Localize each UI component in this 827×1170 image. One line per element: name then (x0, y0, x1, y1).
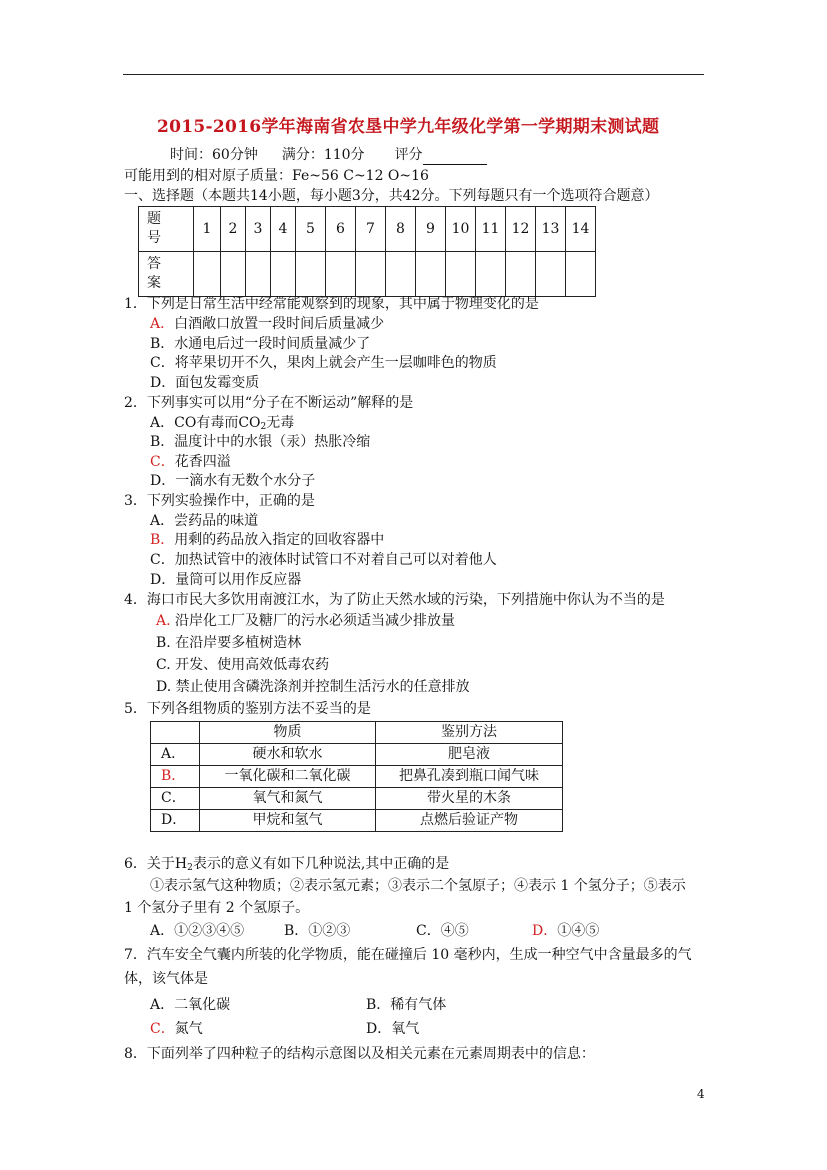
table-row[interactable] (151, 766, 563, 788)
row-letter: B． (151, 766, 200, 788)
answer-cell[interactable] (356, 252, 386, 297)
table-row[interactable] (151, 810, 563, 832)
answer-cell[interactable] (536, 252, 566, 297)
q6-option-d[interactable]: D．①④⑤ (532, 923, 600, 939)
row-substance: 氧气和氮气 (200, 788, 376, 810)
row-substance: 甲烷和氢气 (200, 810, 376, 832)
q6-statement-line: 1 个氢分子里有 2 个氢原子。 (124, 900, 310, 916)
q4-option-d[interactable]: D. 禁止使用含磷洗涤剂并控制生活污水的任意排放 (156, 679, 470, 695)
question-number: 1 (194, 207, 221, 252)
question-number: 12 (506, 207, 536, 252)
table-row[interactable] (151, 744, 563, 766)
q1-option-c[interactable]: C．将苹果切开不久，果肉上就会产生一层咖啡色的物质 (150, 355, 497, 371)
answer-table-answer-row (139, 252, 596, 297)
question-number: 3 (246, 207, 271, 252)
exam-grade-label: 评分 (394, 147, 423, 163)
answer-cell[interactable] (326, 252, 356, 297)
question-1-stem: 1．下列是日常生活中经常能观察到的现象，其中属于物理变化的是 (124, 296, 539, 312)
question-number: 13 (536, 207, 566, 252)
question-number: 11 (476, 207, 506, 252)
question-6-stem: 6．关于$H_2$表示的意义有如下几种说法,其中正确的是 (124, 856, 450, 873)
answer-cell[interactable] (246, 252, 271, 297)
page-number: 4 (697, 1087, 705, 1101)
q1-option-b[interactable]: B．水通电后过一段时间质量减少了 (150, 336, 371, 352)
question-7-stem-cont: 体，该气体是 (124, 971, 208, 987)
answer-cell[interactable] (386, 252, 416, 297)
row-letter: A． (151, 744, 200, 766)
q2-option-d[interactable]: D．一滴水有无数个水分子 (150, 473, 316, 489)
answer-cell[interactable] (271, 252, 296, 297)
answer-cell[interactable] (221, 252, 246, 297)
q2-option-b[interactable]: B．温度计中的水银（汞）热胀冷缩 (150, 434, 371, 450)
answer-table (138, 206, 596, 297)
question-number: 10 (446, 207, 476, 252)
answer-cell[interactable] (476, 252, 506, 297)
section-heading: 一、选择题（本题共14小题，每小题3分，共42分。下列每题只有一个选项符合题意） (124, 188, 659, 204)
q2-option-a[interactable]: A．CO有毒而$CO_2$无毒 (150, 415, 295, 432)
table-header-cell: 鉴别方法 (376, 722, 563, 744)
question-number: 7 (356, 207, 386, 252)
question-number: 5 (296, 207, 326, 252)
answer-cell[interactable] (416, 252, 446, 297)
q7-option-a[interactable]: A．二氧化碳 (150, 997, 231, 1013)
question-number: 8 (386, 207, 416, 252)
q6-statement-line: ①表示氢气这种物质；②表示氢元素；③表示二个氢原子；④表示 1 个氢分子；⑤表示 (150, 878, 686, 894)
exam-time: 时间：60分钟 (170, 147, 258, 163)
q3-option-b[interactable]: B．用剩的药品放入指定的回收容器中 (150, 532, 385, 548)
q3-option-d[interactable]: D．量筒可以用作反应器 (150, 572, 302, 588)
question-4-stem: 4．海口市民大多饮用南渡江水，为了防止天然水域的污染，下列措施中你认为不当的是 (124, 592, 665, 608)
row-substance: 硬水和软水 (200, 744, 376, 766)
q7-option-d[interactable]: D．氧气 (366, 1021, 420, 1037)
question-2-stem: 2．下列事实可以用“分子在不断运动”解释的是 (124, 395, 414, 411)
row-method: 带火星的木条 (376, 788, 563, 810)
q4-option-a[interactable]: A. 沿岸化工厂及糖厂的污水必须适当减少排放量 (156, 613, 456, 629)
question-8-stem: 8．下面列举了四种粒子的结构示意图以及相关元素在元素周期表中的信息： (124, 1046, 595, 1062)
q1-option-d[interactable]: D．面包发霉变质 (150, 375, 260, 391)
row-method: 点燃后验证产物 (376, 810, 563, 832)
table-header-row (151, 722, 563, 744)
question-3-stem: 3．下列实验操作中，正确的是 (124, 493, 315, 509)
q1-option-a[interactable]: A．白酒敞口放置一段时间后质量减少 (150, 316, 385, 332)
answer-cell[interactable] (446, 252, 476, 297)
q6-option-b[interactable]: B．①②③ (284, 923, 351, 939)
answer-table-header-question: 题号 (139, 207, 194, 252)
answer-cell[interactable] (506, 252, 536, 297)
q6-option-a[interactable]: A．①②③④⑤ (150, 923, 245, 939)
identification-table (150, 721, 563, 832)
q4-option-c[interactable]: C. 开发、使用高效低毒农药 (156, 657, 330, 673)
question-number: 9 (416, 207, 446, 252)
row-method: 把鼻孔凑到瓶口闻气味 (376, 766, 563, 788)
q3-option-c[interactable]: C．加热试管中的液体时试管口不对着自己可以对着他人 (150, 552, 497, 568)
grade-blank[interactable] (423, 150, 487, 165)
question-number: 6 (326, 207, 356, 252)
answer-cell[interactable] (194, 252, 221, 297)
table-header-cell: 物质 (200, 722, 376, 744)
page-title: 2015-2016学年海南省农垦中学九年级化学第一学期期末测试题 (157, 117, 660, 137)
table-header-cell (151, 722, 200, 744)
q3-option-a[interactable]: A．尝药品的味道 (150, 513, 259, 529)
question-number: 14 (566, 207, 596, 252)
q7-option-c[interactable]: C．氮气 (150, 1021, 203, 1037)
top-rule (123, 74, 704, 75)
question-7-stem: 7．汽车安全气囊内所装的化学物质，能在碰撞后 10 毫秒内，生成一种空气中含量最多的气 (124, 947, 692, 963)
question-number: 4 (271, 207, 296, 252)
q7-option-b[interactable]: B．稀有气体 (366, 997, 447, 1013)
atomic-mass-note: 可能用到的相对原子质量：Fe~56 C~12 O~16 (124, 168, 429, 184)
q4-option-b[interactable]: B. 在沿岸要多植树造林 (156, 635, 302, 651)
exam-info (170, 146, 487, 165)
exam-score: 满分：110分 (281, 147, 365, 163)
answer-table-number-row (139, 207, 596, 252)
q6-option-c[interactable]: C．④⑤ (416, 923, 469, 939)
question-5-stem: 5．下列各组物质的鉴别方法不妥当的是 (124, 701, 371, 717)
row-letter: C． (151, 788, 200, 810)
row-letter: D． (151, 810, 200, 832)
row-substance: 一氧化碳和二氧化碳 (200, 766, 376, 788)
answer-table-header-answer: 答案 (139, 252, 194, 297)
answer-cell[interactable] (296, 252, 326, 297)
row-method: 肥皂液 (376, 744, 563, 766)
question-number: 2 (221, 207, 246, 252)
q2-option-c[interactable]: C．花香四溢 (150, 454, 231, 470)
table-row[interactable] (151, 788, 563, 810)
answer-cell[interactable] (566, 252, 596, 297)
